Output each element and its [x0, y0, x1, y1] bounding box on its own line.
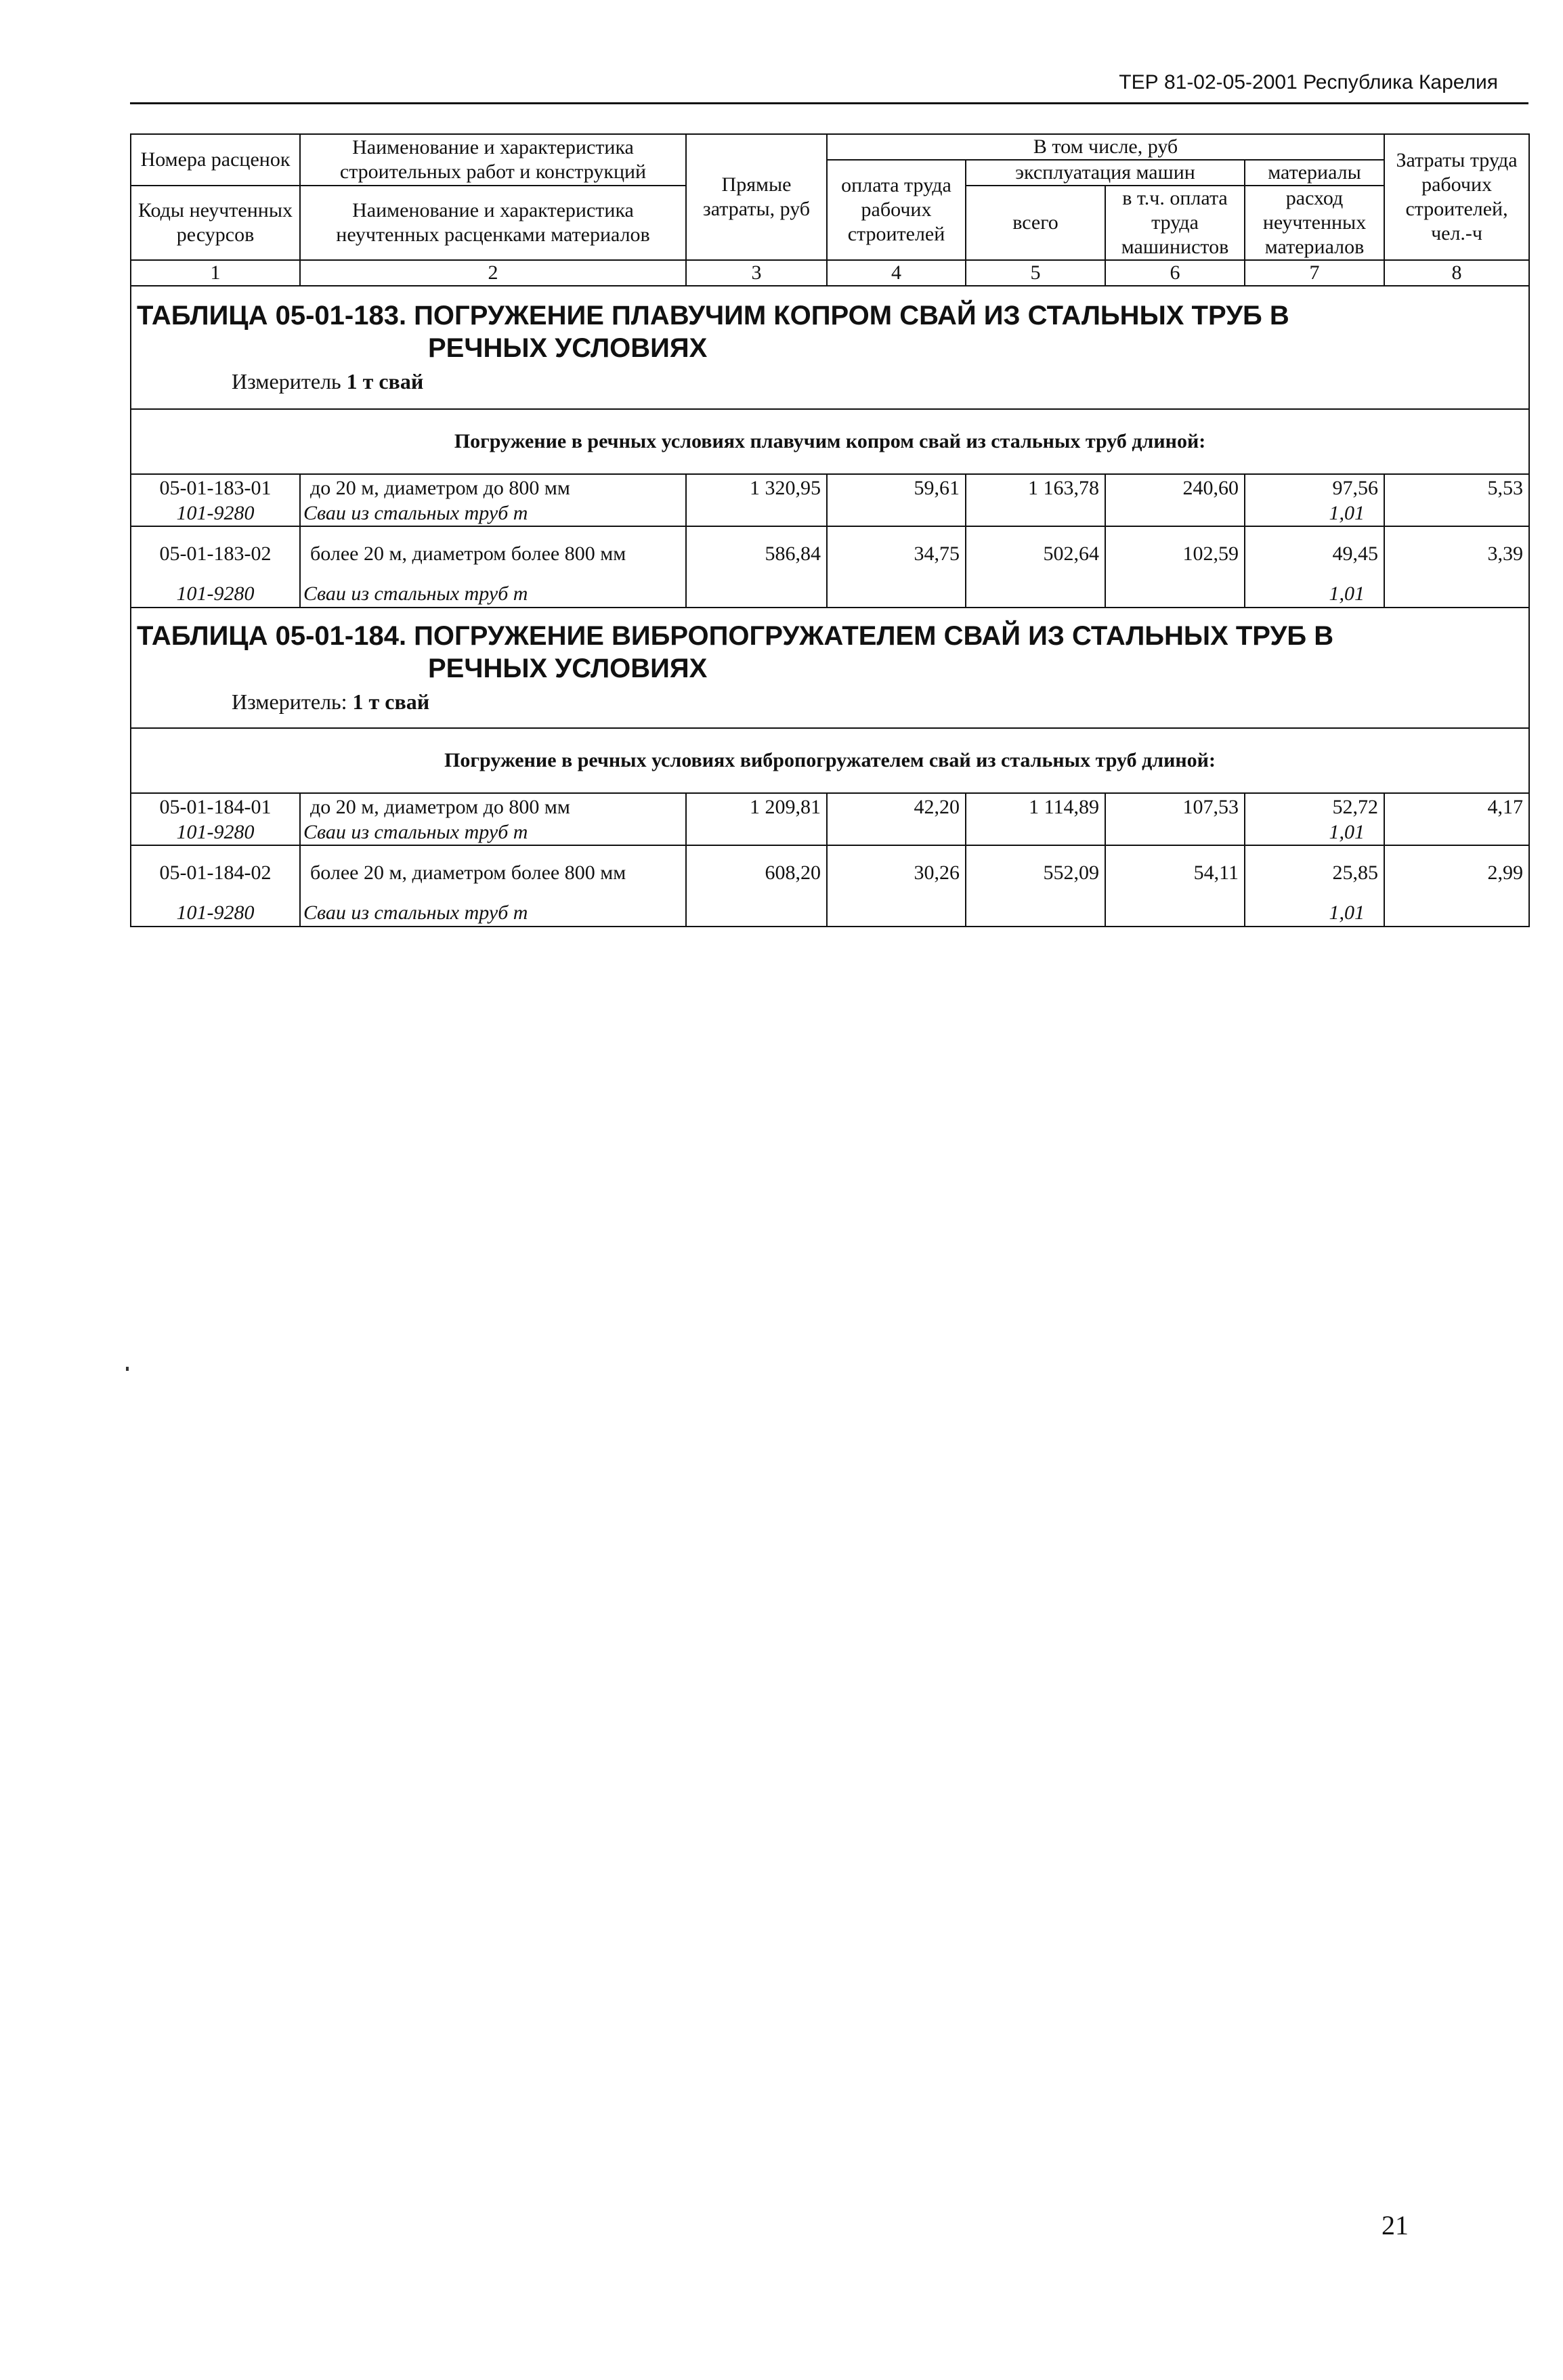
- empty-cell: [686, 501, 827, 526]
- machine-total: 552,09: [966, 845, 1105, 899]
- worker-pay: 34,75: [827, 526, 966, 580]
- materials-cost: 52,72: [1245, 793, 1384, 820]
- work-name: до 20 м, диаметром до 800 мм: [300, 793, 686, 820]
- unit-value: 1 т свай: [352, 689, 430, 714]
- resource-name: Сваи из стальных труб т: [300, 899, 686, 927]
- header-machine-operator-pay: в т.ч. оплата труда машинистов: [1105, 186, 1245, 260]
- resource-quantity: 1,01: [1245, 899, 1384, 927]
- header-rule: [130, 102, 1528, 104]
- machine-total: 502,64: [966, 526, 1105, 580]
- direct-costs: 1 320,95: [686, 474, 827, 501]
- document-header: ТЕР 81-02-05-2001 Республика Карелия: [1119, 71, 1498, 93]
- resource-code: 101-9280: [131, 501, 300, 526]
- column-number: 8: [1384, 260, 1529, 286]
- empty-cell: [827, 899, 966, 927]
- rate-code: 05-01-184-02: [131, 845, 300, 899]
- column-number: 6: [1105, 260, 1245, 286]
- rate-code: 05-01-183-01: [131, 474, 300, 501]
- machine-operator-pay: 54,11: [1105, 845, 1245, 899]
- header-material-name: Наименование и характеристика неучтенных расценками материалов: [300, 186, 686, 260]
- rate-code: 05-01-183-02: [131, 526, 300, 580]
- header-work-name: Наименование и характеристика строительных работ и конструкций: [300, 134, 686, 186]
- labor-cost: 2,99: [1384, 845, 1529, 899]
- table-title-line2: РЕЧНЫХ УСЛОВИЯХ: [428, 333, 708, 363]
- empty-cell: [1384, 580, 1529, 608]
- worker-pay: 42,20: [827, 793, 966, 820]
- header-machine-total: всего: [966, 186, 1105, 260]
- empty-cell: [1105, 899, 1245, 927]
- empty-cell: [1105, 820, 1245, 845]
- empty-cell: [966, 820, 1105, 845]
- rate-code: 05-01-184-01: [131, 793, 300, 820]
- resource-code: 101-9280: [131, 899, 300, 927]
- empty-cell: [1105, 580, 1245, 608]
- unit-of-measure: [137, 687, 1523, 716]
- materials-cost: 25,85: [1245, 845, 1384, 899]
- empty-cell: [827, 580, 966, 608]
- header-rate-number: Номера расценок: [131, 134, 300, 186]
- unit-label: Измеритель: [232, 369, 341, 394]
- column-number: 1: [131, 260, 300, 286]
- labor-cost: 5,53: [1384, 474, 1529, 501]
- worker-pay: 59,61: [827, 474, 966, 501]
- empty-cell: [827, 820, 966, 845]
- group-title: Погружение в речных условиях плавучим копром свай из стальных труб длиной:: [131, 409, 1529, 474]
- column-number: 7: [1245, 260, 1384, 286]
- worker-pay: 30,26: [827, 845, 966, 899]
- unit-of-measure: [137, 367, 1523, 396]
- header-labor-costs: Затраты труда рабочих строителей, чел.-ч: [1384, 134, 1529, 260]
- column-number: 3: [686, 260, 827, 286]
- column-number: 5: [966, 260, 1105, 286]
- resource-quantity: 1,01: [1245, 580, 1384, 608]
- header-materials-unaccounted: расход неучтенных материалов: [1245, 186, 1384, 260]
- resource-code: 101-9280: [131, 580, 300, 608]
- table-05-01-184-heading: [131, 608, 1529, 728]
- work-name: более 20 м, диаметром более 800 мм: [300, 845, 686, 899]
- machine-operator-pay: 102,59: [1105, 526, 1245, 580]
- machine-operator-pay: 240,60: [1105, 474, 1245, 501]
- resource-name: Сваи из стальных труб т: [300, 501, 686, 526]
- work-name: более 20 м, диаметром более 800 мм: [300, 526, 686, 580]
- header-direct-costs: Прямые затраты, руб: [686, 134, 827, 260]
- header-machine-ops: эксплуатация машин: [966, 160, 1245, 186]
- table-title-line1: ТАБЛИЦА 05-01-184. ПОГРУЖЕНИЕ ВИБРОПОГРУЖАТЕЛЕМ СВАЙ ИЗ СТАЛЬНЫХ ТРУБ В: [137, 621, 1334, 651]
- machine-operator-pay: 107,53: [1105, 793, 1245, 820]
- table-title: [137, 620, 1523, 685]
- work-name: до 20 м, диаметром до 800 мм: [300, 474, 686, 501]
- page-number: 21: [1382, 2210, 1409, 2240]
- labor-cost: 3,39: [1384, 526, 1529, 580]
- table-05-01-183-heading: [131, 286, 1529, 409]
- empty-cell: [686, 899, 827, 927]
- scan-speck: [126, 1367, 129, 1371]
- table-title: [137, 299, 1523, 364]
- machine-total: 1 114,89: [966, 793, 1105, 820]
- machine-total: 1 163,78: [966, 474, 1105, 501]
- empty-cell: [1384, 501, 1529, 526]
- group-title: Погружение в речных условиях вибропогружателем свай из стальных труб длиной:: [131, 728, 1529, 793]
- header-materials: материалы: [1245, 160, 1384, 186]
- rates-table: [130, 133, 1530, 927]
- empty-cell: [1384, 899, 1529, 927]
- column-number: 2: [300, 260, 686, 286]
- direct-costs: 586,84: [686, 526, 827, 580]
- resource-name: Сваи из стальных труб т: [300, 820, 686, 845]
- materials-cost: 97,56: [1245, 474, 1384, 501]
- empty-cell: [966, 899, 1105, 927]
- labor-cost: 4,17: [1384, 793, 1529, 820]
- resource-name: Сваи из стальных труб т: [300, 580, 686, 608]
- empty-cell: [966, 501, 1105, 526]
- empty-cell: [966, 580, 1105, 608]
- empty-cell: [1384, 820, 1529, 845]
- table-title-line1: ТАБЛИЦА 05-01-183. ПОГРУЖЕНИЕ ПЛАВУЧИМ КОПРОМ СВАЙ ИЗ СТАЛЬНЫХ ТРУБ В: [137, 301, 1289, 331]
- column-number: 4: [827, 260, 966, 286]
- unit-value: 1 т свай: [346, 369, 424, 394]
- materials-cost: 49,45: [1245, 526, 1384, 580]
- resource-quantity: 1,01: [1245, 820, 1384, 845]
- empty-cell: [686, 580, 827, 608]
- header-resource-codes: Коды неучтенных ресурсов: [131, 186, 300, 260]
- direct-costs: 1 209,81: [686, 793, 827, 820]
- empty-cell: [827, 501, 966, 526]
- header-worker-pay: оплата труда рабочих строителей: [827, 160, 966, 260]
- direct-costs: 608,20: [686, 845, 827, 899]
- resource-quantity: 1,01: [1245, 501, 1384, 526]
- empty-cell: [686, 820, 827, 845]
- empty-cell: [1105, 501, 1245, 526]
- header-in-that-number: В том числе, руб: [827, 134, 1384, 160]
- resource-code: 101-9280: [131, 820, 300, 845]
- unit-label: Измеритель:: [232, 689, 347, 714]
- table-title-line2: РЕЧНЫХ УСЛОВИЯХ: [428, 654, 708, 683]
